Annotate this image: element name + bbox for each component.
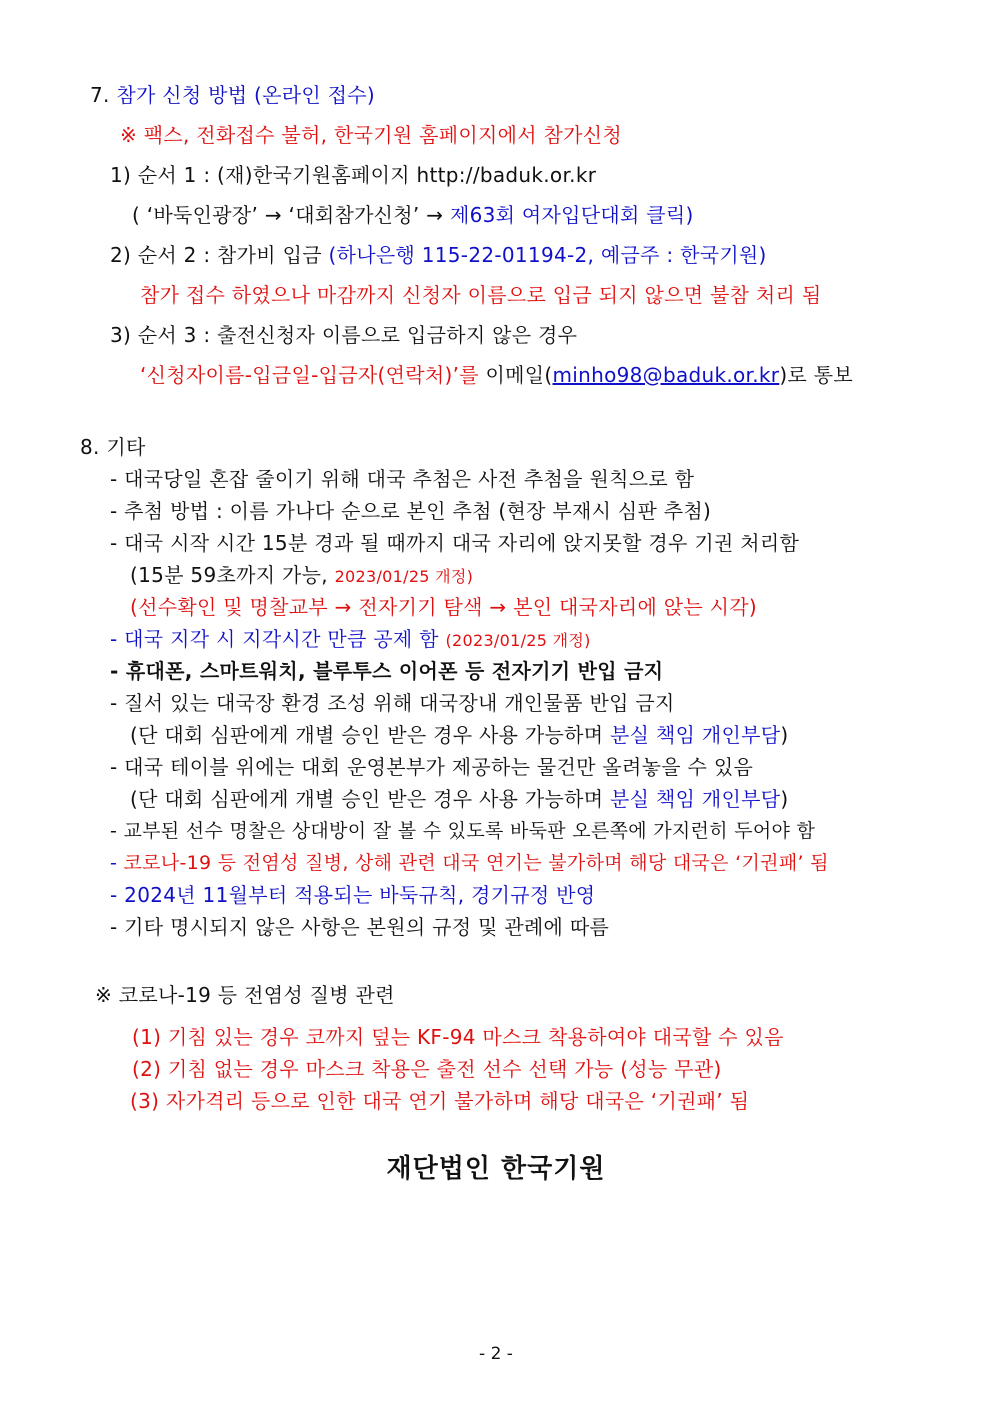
section8-item-6-sub (130, 722, 788, 748)
section8-item-5: - 휴대폰, 스마트워치, 블루투스 이어폰 등 전자기기 반입 금지 (110, 659, 664, 683)
contact-email-link[interactable]: minho98@baduk.or.kr (552, 363, 780, 387)
section8-item-2: - 추첨 방법 : 이름 가나다 순으로 본인 추첨 (현장 부재시 심판 추첨) (110, 499, 712, 523)
section8-item-7-sub (130, 786, 788, 812)
item6-responsibility: 분실 책임 개인부담 (610, 723, 781, 747)
page-number: - 2 - (479, 1344, 513, 1364)
step3-format: ‘신청자이름-입금일-입금자(연락처)’를 (140, 363, 479, 387)
section7-step3-detail (140, 362, 853, 388)
covid-rule-3: (3) 자가격리 등으로 인한 대국 연기 불가하며 해당 대국은 ‘기권패’ 됨 (130, 1089, 750, 1113)
covid-rule-1: (1) 기침 있는 경우 코까지 덮는 KF-94 마스크 착용하여야 대국할 수 있음 (132, 1025, 784, 1049)
section7-step2-warning: 참가 접수 하였으나 마감까지 신청자 이름으로 입금 되지 않으면 불참 처리 됨 (140, 283, 822, 307)
section7-step1-detail (132, 202, 694, 228)
section7-title: 참가 신청 방법 (온라인 접수) (116, 83, 375, 107)
section8-item-3: - 대국 시작 시간 15분 경과 될 때까지 대국 자리에 앉지못할 경우 기권 처리함 (110, 531, 800, 555)
item6-close: ) (780, 723, 789, 747)
section8-item-9 (110, 850, 829, 876)
section8-item-3-sub (130, 562, 473, 590)
item4-revision: (2023/01/25 개정) (445, 631, 591, 650)
section7-step3: 3) 순서 3 : 출전신청자 이름으로 입금하지 않은 경우 (110, 323, 578, 347)
section8-item-7: - 대국 테이블 위에는 대회 운영본부가 제공하는 물건만 올려놓을 수 있음 (110, 755, 754, 779)
step1-detail-path: ( ‘바둑인광장’ → ‘대회참가신청’ → (132, 203, 450, 227)
item7-responsibility: 분실 책임 개인부담 (610, 787, 781, 811)
item9-dash: - (110, 852, 124, 874)
item6-sub-text: (단 대회 심판에게 개별 승인 받은 경우 사용 가능하며 (130, 723, 611, 747)
covid-heading: ※ 코로나-19 등 전염성 질병 관련 (95, 983, 395, 1007)
organization-name: 재단법인 한국기원 (386, 1154, 606, 1184)
section7-heading (90, 82, 375, 108)
item3-sub-text: (15분 59초까지 가능, (130, 563, 335, 587)
step2-bank-info: (하나은행 115-22-01194-2, 예금주 : 한국기원) (328, 243, 767, 267)
section8-item-4 (110, 626, 591, 654)
step3-email-suffix: )로 통보 (779, 363, 853, 387)
item3-revision: 2023/01/25 개정) (334, 567, 474, 586)
section8-item-1: - 대국당일 혼잡 줄이기 위해 대국 추첨은 사전 추첨을 원칙으로 함 (110, 467, 695, 491)
item7-sub-text: (단 대회 심판에게 개별 승인 받은 경우 사용 가능하며 (130, 787, 611, 811)
section7-step2 (110, 242, 767, 268)
section8-item-10: - 2024년 11월부터 적용되는 바둑규칙, 경기규정 반영 (110, 883, 596, 907)
step3-email-prefix: 이메일( (478, 363, 553, 387)
item9-text: 코로나-19 등 전염성 질병, 상해 관련 대국 연기는 불가하며 해당 대국은 ‘기권패’ 됨 (123, 852, 829, 874)
section8-item-6: - 질서 있는 대국장 환경 조성 위해 대국장내 개인물품 반입 금지 (110, 691, 675, 715)
section8-heading: 8. 기타 (80, 435, 146, 459)
section8-item-8: - 교부된 선수 명찰은 상대방이 잘 볼 수 있도록 바둑판 오른쪽에 가지런히 두어야 함 (110, 820, 816, 842)
section7-notice: ※ 팩스, 전화접수 불허, 한국기원 홈페이지에서 참가신청 (120, 123, 622, 147)
covid-rule-2: (2) 기침 없는 경우 마스크 착용은 출전 선수 선택 가능 (성능 무관) (132, 1057, 722, 1081)
step2-label: 2) 순서 2 : 참가비 입금 (110, 243, 329, 267)
section8-item-11: - 기타 명시되지 않은 사항은 본원의 규정 및 관례에 따름 (110, 915, 610, 939)
section8-item-3-sub2: (선수확인 및 명찰교부 → 전자기기 탐색 → 본인 대국자리에 앉는 시각) (130, 595, 758, 619)
item7-close: ) (780, 787, 789, 811)
section7-number: 7. (90, 83, 117, 107)
item4-text: - 대국 지각 시 지각시간 만큼 공제 함 (110, 627, 446, 651)
section7-step1: 1) 순서 1 : (재)한국기원홈페이지 http://baduk.or.kr (110, 163, 597, 187)
step1-detail-event: 제63회 여자입단대회 클릭) (449, 203, 694, 227)
